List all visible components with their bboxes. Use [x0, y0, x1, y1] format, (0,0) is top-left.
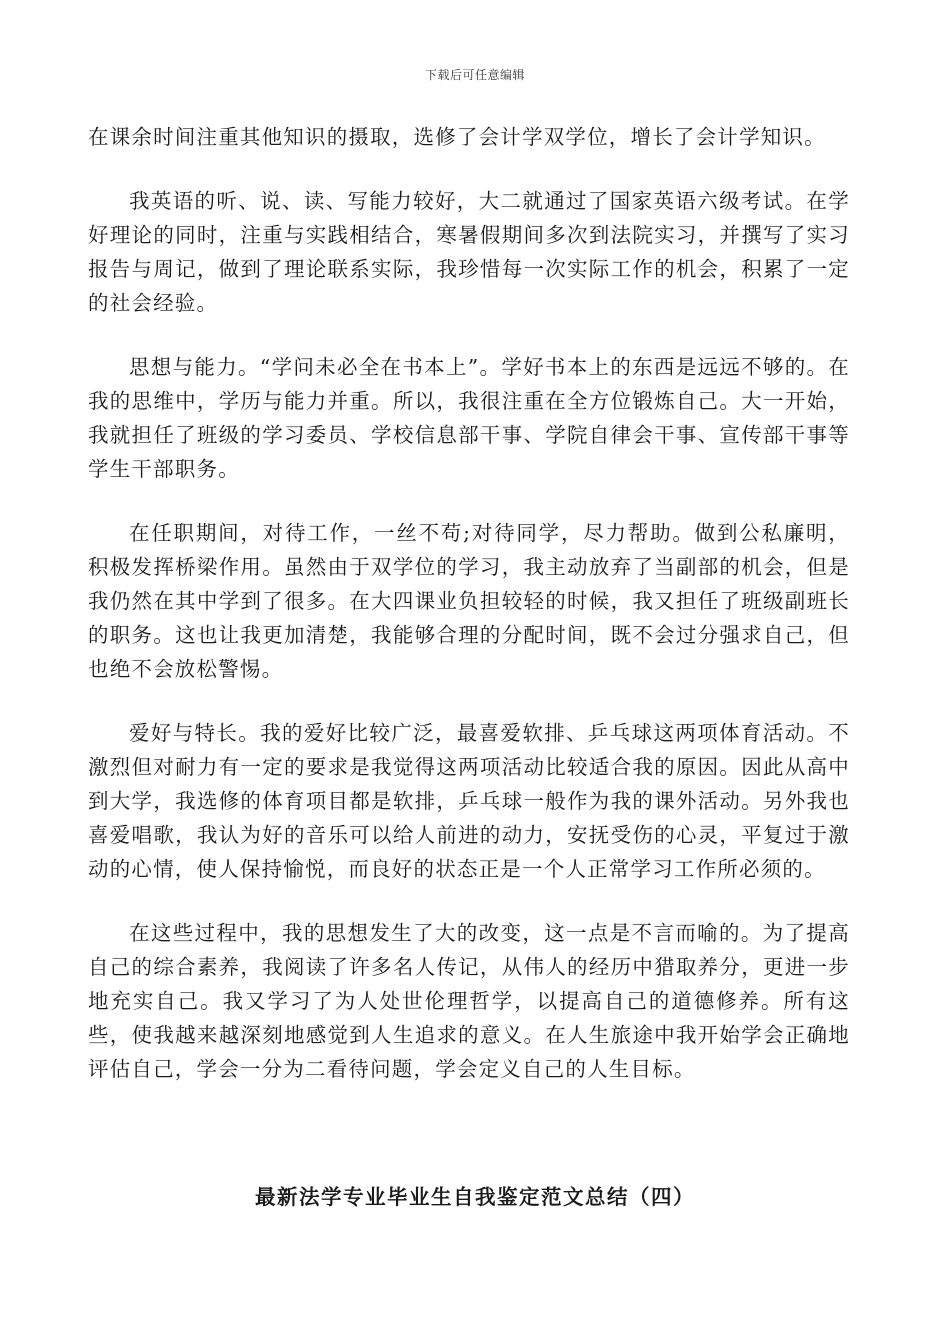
paragraph-5: 爱好与特长。我的爱好比较广泛，最喜爱软排、乒乓球这两项体育活动。不激烈但对耐力有一定的要求是我觉得这两项活动比较适合我的原因。因此从高中到大学，我选修的体育项目都是软排，乒乓球一般作为我的课外活动。另外我也喜爱唱歌，我认为好的音乐可以给人前进的动力，安抚受伤的心灵，平复过于激动的心情，使人保持愉悦，而良好的状态正是一个人正常学习工作所必须的。 — [88, 721, 850, 881]
paragraph-1: 在课余时间注重其他知识的摄取，选修了会计学双学位，增长了会计学知识。 — [88, 125, 826, 149]
paragraph-4: 在任职期间，对待工作，一丝不苟;对待同学，尽力帮助。做到公私廉明，积极发挥桥梁作用。虽然由于双学位的学习，我主动放弃了当副部的机会，但是我仍然在其中学到了很多。在大四课业负担较轻的时候，我又担任了班级副班长的职务。这也让我更加清楚，我能够合理的分配时间，既不会过分强求自己，但也绝不会放松警惕。 — [88, 521, 850, 681]
paragraph-2: 我英语的听、说、读、写能力较好，大二就通过了国家英语六级考试。在学好理论的同时，注重与实践相结合，寒暑假期间多次到法院实习，并撰写了实习报告与周记，做到了理论联系实际，我珍惜每一次实际工作的机会，积累了一定的社会经验。 — [88, 189, 850, 315]
paragraph-6: 在这些过程中，我的思想发生了大的改变，这一点是不言而喻的。为了提高自己的综合素养，我阅读了许多名人传记，从伟人的经历中猎取养分，更进一步地充实自己。我又学习了为人处世伦理哲学，以提高自己的道德修养。所有这些，使我越来越深刻地感觉到人生追求的意义。在人生旅途中我开始学会正确地评估自己，学会一分为二看待问题，学会定义自己的人生目标。 — [88, 921, 850, 1081]
section-title: 最新法学专业毕业生自我鉴定范文总结（四） — [255, 1185, 695, 1209]
body-text — [88, 120, 850, 1116]
paragraph-3: 思想与能力。“学问未必全在书本上”。学好书本上的东西是远远不够的。在我的思维中，学历与能力并重。所以，我很注重在全方位锻炼自己。大一开始，我就担任了班级的学习委员、学校信息部干事、学院自律会干事、宣传部干事等学生干部职务。 — [88, 355, 850, 481]
header-note: 下载后可任意编辑 — [424, 68, 525, 82]
